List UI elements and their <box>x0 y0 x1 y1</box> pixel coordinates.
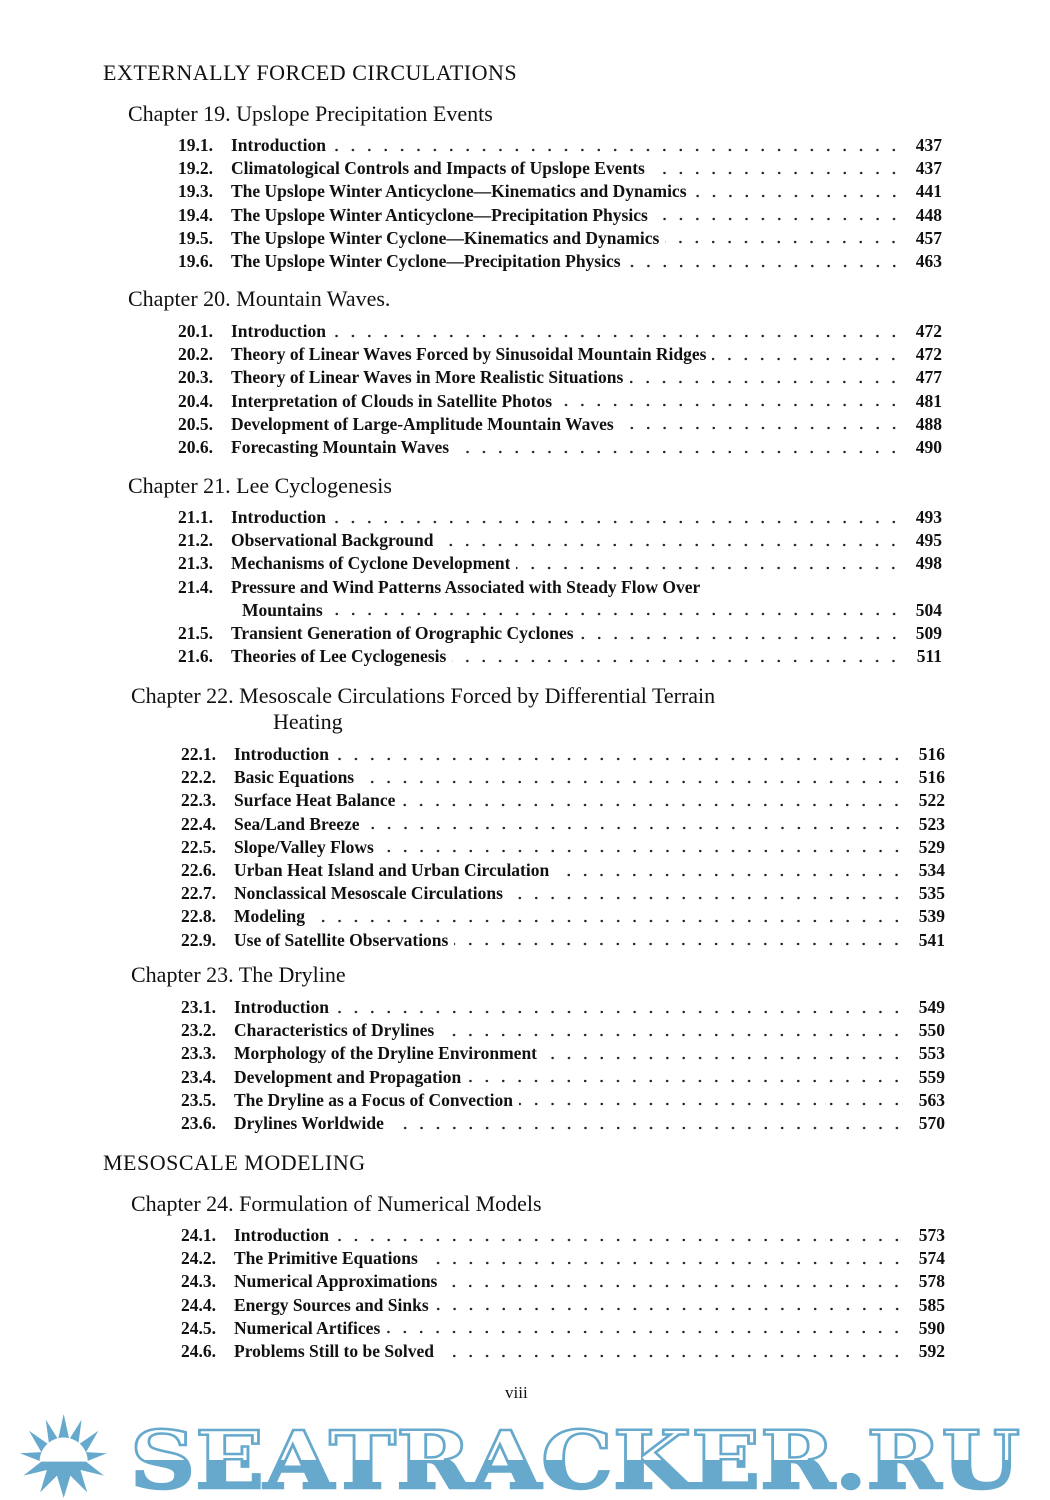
dot-leader <box>519 1102 905 1106</box>
toc-entry[interactable] <box>181 1019 945 1042</box>
section-number: 21.5. <box>178 622 213 643</box>
section-number: 23.5. <box>181 1089 216 1110</box>
toc-entry[interactable] <box>178 436 942 459</box>
section-title: Use of Satellite Observations <box>234 929 449 950</box>
section-number: 20.4. <box>178 390 213 411</box>
section-number: 24.6. <box>181 1340 216 1361</box>
section-title: Introduction <box>231 321 326 341</box>
section-number: 24.5. <box>181 1317 216 1338</box>
section-title: Theory of Linear Waves in More Realistic Situations <box>231 367 624 388</box>
chapter-heading <box>131 1191 542 1217</box>
page-ref: 441 <box>915 181 942 202</box>
section-title: Nonclassical Mesoscale Circulations <box>234 883 503 904</box>
page-ref: 511 <box>916 646 942 667</box>
toc-entry[interactable] <box>178 134 942 157</box>
section-title: Transient Generation of Orographic Cyclones <box>231 622 574 643</box>
page-ref: 574 <box>918 1248 945 1269</box>
section-number: 23.4. <box>181 1066 216 1087</box>
chapter-heading <box>131 683 715 735</box>
page-ref: 523 <box>918 813 945 834</box>
toc-entry[interactable] <box>181 882 945 905</box>
section-title: Morphology of the Dryline Environment <box>234 1043 538 1064</box>
page-ref: 535 <box>918 883 945 904</box>
page-ref: 516 <box>918 767 945 788</box>
dot-leader <box>629 380 902 384</box>
toc-entry[interactable] <box>181 1294 945 1317</box>
dot-leader <box>627 264 902 268</box>
section-title: Modeling <box>234 906 305 927</box>
chapter-title: Mesoscale Circulations Forced by Differential Terrain <box>239 683 716 708</box>
page-ref: 437 <box>915 158 942 179</box>
section-number: 19.5. <box>178 227 213 248</box>
page-number: viii <box>505 1383 528 1402</box>
page-ref: 509 <box>915 622 942 643</box>
section-number: 21.1. <box>178 507 213 527</box>
dot-leader <box>543 1056 905 1060</box>
toc-entry[interactable] <box>178 366 942 389</box>
page-ref: 539 <box>918 906 945 927</box>
section-number: 22.8. <box>181 906 216 927</box>
section-title: Development of Large-Amplitude Mountain Waves <box>231 413 614 434</box>
dot-leader <box>335 1010 905 1014</box>
toc-entry[interactable] <box>178 204 942 227</box>
dot-leader <box>360 780 905 784</box>
section-title: Basic Equations <box>234 767 355 788</box>
page-ref: 585 <box>918 1294 945 1315</box>
section-title: Mechanisms of Cyclone Development <box>231 553 511 574</box>
chapter-title: Upslope Precipitation Events <box>236 101 493 126</box>
dot-leader <box>390 1126 905 1130</box>
section-title: Climatological Controls and Impacts of Upslope Events <box>231 158 645 179</box>
section-number: 20.2. <box>178 344 213 365</box>
section-number: 24.1. <box>181 1225 216 1245</box>
toc-entry[interactable] <box>181 1224 945 1247</box>
section-title: Problems Still to be Solved <box>234 1340 434 1361</box>
chapter-label: Chapter 21. <box>128 473 231 498</box>
sun-icon <box>20 1414 107 1498</box>
chapter-label: Chapter 22. <box>131 683 234 708</box>
page-ref: 553 <box>918 1043 945 1064</box>
toc-entry[interactable] <box>181 1112 945 1135</box>
page-ref: 457 <box>915 227 942 248</box>
toc-entry[interactable] <box>181 1247 945 1270</box>
dot-leader <box>651 171 902 175</box>
section-title: Slope/Valley Flows <box>234 836 374 857</box>
toc-entry[interactable] <box>181 1042 945 1065</box>
page-ref: 477 <box>915 367 942 388</box>
section-number: 19.6. <box>178 250 213 271</box>
toc-entry[interactable] <box>178 552 942 575</box>
toc-entry[interactable] <box>178 320 942 343</box>
page-ref: 481 <box>915 390 942 411</box>
section-number: 23.1. <box>181 997 216 1017</box>
dot-leader <box>454 942 905 946</box>
dot-leader <box>435 1307 905 1311</box>
chapter-title-continued: Heating <box>273 709 343 734</box>
section-number: 20.6. <box>178 436 213 457</box>
section-title: Characteristics of Drylines <box>234 1020 435 1041</box>
section-number: 22.9. <box>181 929 216 950</box>
section-title: Theory of Linear Waves Forced by Sinusoidal Mountain Ridges <box>231 344 707 365</box>
section-title: Pressure and Wind Patterns Associated with Steady Flow Over <box>231 576 701 597</box>
section-title: Drylines Worldwide <box>234 1112 384 1133</box>
page-ref: 498 <box>915 553 942 574</box>
section-number: 22.3. <box>181 790 216 811</box>
page-ref: 490 <box>915 436 942 457</box>
section-number: 22.2. <box>181 767 216 788</box>
section-title: Sea/Land Breeze <box>234 813 360 834</box>
dot-leader <box>440 1033 905 1037</box>
toc-entry[interactable] <box>181 1340 945 1363</box>
page-ref: 437 <box>915 135 942 155</box>
dot-leader <box>335 1238 905 1242</box>
section-number: 22.7. <box>181 883 216 904</box>
section-list <box>178 506 942 668</box>
toc-entry[interactable] <box>178 413 942 436</box>
dot-leader <box>558 403 902 407</box>
section-number: 19.2. <box>178 158 213 179</box>
dot-leader <box>332 334 902 338</box>
toc-entry[interactable] <box>178 529 942 552</box>
section-list <box>181 996 945 1135</box>
page-ref: 516 <box>918 744 945 764</box>
dot-leader <box>509 896 905 900</box>
dot-leader <box>455 450 902 454</box>
section-title: Forecasting Mountain Waves <box>231 436 450 457</box>
toc-entry[interactable] <box>178 227 942 250</box>
chapter-label: Chapter 19. <box>128 101 231 126</box>
section-number: 21.3. <box>178 553 213 574</box>
toc-entry[interactable] <box>178 343 942 366</box>
section-number: 22.1. <box>181 744 216 764</box>
section-title: Introduction <box>234 1225 329 1245</box>
section-number: 22.5. <box>181 836 216 857</box>
dot-leader <box>452 659 902 663</box>
page-ref: 550 <box>918 1020 945 1041</box>
chapter-title: Mountain Waves. <box>236 286 391 311</box>
part-heading: MESOSCALE MODELING <box>103 1150 366 1175</box>
section-number: 19.4. <box>178 204 213 225</box>
section-number: 20.3. <box>178 367 213 388</box>
page-ref: 563 <box>918 1089 945 1110</box>
watermark-text: SEATRACKER.RU <box>130 1413 1020 1500</box>
toc-entry[interactable] <box>181 859 945 882</box>
dot-leader <box>380 849 905 853</box>
page-ref: 493 <box>915 507 942 527</box>
section-title: Introduction <box>234 744 329 764</box>
section-number: 24.4. <box>181 1294 216 1315</box>
section-title: Numerical Artifices <box>234 1317 381 1338</box>
dot-leader <box>693 194 902 198</box>
dot-leader <box>332 148 902 152</box>
page-ref: 573 <box>918 1225 945 1245</box>
toc-entry[interactable] <box>178 180 942 203</box>
page-ref: 592 <box>918 1340 945 1361</box>
section-number: 21.6. <box>178 646 213 667</box>
page-ref: 549 <box>918 997 945 1017</box>
dot-leader <box>424 1261 905 1265</box>
dot-leader <box>665 240 902 244</box>
page-ref: 472 <box>915 344 942 365</box>
page-ref: 504 <box>915 599 942 620</box>
toc-entry[interactable] <box>178 645 942 668</box>
toc-entry[interactable] <box>181 1089 945 1112</box>
toc-entry[interactable] <box>178 250 942 273</box>
section-title: Development and Propagation <box>234 1066 462 1087</box>
page-ref: 541 <box>918 929 945 950</box>
toc-entry[interactable] <box>178 576 942 599</box>
section-title: Introduction <box>231 135 326 155</box>
chapter-heading <box>128 101 493 127</box>
watermark-logo <box>0 1412 1050 1500</box>
chapter-label: Chapter 24. <box>131 1191 234 1216</box>
chapter-title: Lee Cyclogenesis <box>236 473 392 498</box>
toc-entry[interactable] <box>181 836 945 859</box>
dot-leader <box>311 919 905 923</box>
toc-entry[interactable] <box>181 1066 945 1089</box>
dot-leader <box>467 1079 905 1083</box>
section-title: Theories of Lee Cyclogenesis <box>231 646 447 667</box>
section-number: 22.6. <box>181 859 216 880</box>
section-number: 21.4. <box>178 576 213 597</box>
toc-entry[interactable] <box>181 789 945 812</box>
section-number: 24.3. <box>181 1271 216 1292</box>
dot-leader <box>620 426 902 430</box>
dot-leader <box>329 612 902 616</box>
dot-leader <box>712 357 902 361</box>
page-ref: 559 <box>918 1066 945 1087</box>
section-title: The Dryline as a Focus of Convection <box>234 1089 514 1110</box>
section-number: 23.2. <box>181 1020 216 1041</box>
dot-leader <box>555 873 905 877</box>
section-title: Numerical Approximations <box>234 1271 438 1292</box>
chapter-heading <box>128 286 390 312</box>
section-title: Observational Background <box>231 530 434 551</box>
toc-entry[interactable] <box>178 157 942 180</box>
dot-leader <box>401 803 905 807</box>
section-number: 22.4. <box>181 813 216 834</box>
section-title: The Upslope Winter Anticyclone—Kinematics and Dynamics <box>231 181 687 202</box>
section-title: Interpretation of Clouds in Satellite Photos <box>231 390 552 411</box>
chapter-label: Chapter 23. <box>131 962 234 987</box>
page-ref: 570 <box>918 1112 945 1133</box>
dot-leader <box>516 566 902 570</box>
toc-entry[interactable] <box>178 622 942 645</box>
part-heading: EXTERNALLY FORCED CIRCULATIONS <box>103 60 518 85</box>
chapter-title: Formulation of Numerical Models <box>239 1191 542 1216</box>
dot-leader <box>439 543 902 547</box>
section-title: The Primitive Equations <box>234 1248 418 1269</box>
section-list <box>178 134 942 273</box>
toc-entry[interactable] <box>181 743 945 766</box>
toc-entry[interactable] <box>178 506 942 529</box>
page-ref: 590 <box>918 1317 945 1338</box>
dot-leader <box>443 1284 905 1288</box>
dot-leader <box>654 217 902 221</box>
section-number: 23.6. <box>181 1112 216 1133</box>
toc-entry[interactable] <box>181 766 945 789</box>
page-ref: 529 <box>918 836 945 857</box>
toc-entry[interactable] <box>181 1317 945 1340</box>
page-ref: 522 <box>918 790 945 811</box>
section-number: 19.3. <box>178 181 213 202</box>
page-ref: 463 <box>915 250 942 271</box>
chapter-title: The Dryline <box>238 962 346 987</box>
toc-entry[interactable] <box>181 813 945 836</box>
section-list <box>178 320 942 459</box>
toc-entry-continued[interactable] <box>178 599 942 622</box>
section-title: The Upslope Winter Cyclone—Precipitation Physics <box>231 250 621 271</box>
section-title: Introduction <box>234 997 329 1017</box>
dot-leader <box>440 1354 905 1358</box>
section-number: 21.2. <box>178 530 213 551</box>
page-ref: 488 <box>915 413 942 434</box>
toc-entry[interactable] <box>181 929 945 952</box>
dot-leader <box>335 757 905 761</box>
section-list <box>181 743 945 952</box>
page-ref: 578 <box>918 1271 945 1292</box>
section-title: Introduction <box>231 507 326 527</box>
section-title: Urban Heat Island and Urban Circulation <box>234 859 550 880</box>
chapter-label: Chapter 20. <box>128 286 231 311</box>
section-number: 20.1. <box>178 321 213 341</box>
section-number: 19.1. <box>178 135 213 155</box>
section-number: 24.2. <box>181 1248 216 1269</box>
section-title: The Upslope Winter Cyclone—Kinematics and Dynamics <box>231 227 660 248</box>
section-list <box>181 1224 945 1363</box>
dot-leader <box>580 636 902 640</box>
section-title: The Upslope Winter Anticyclone—Precipitation Physics <box>231 204 648 225</box>
chapter-heading <box>131 962 346 988</box>
toc-entry[interactable] <box>178 390 942 413</box>
toc-entry[interactable] <box>181 996 945 1019</box>
toc-entry[interactable] <box>181 905 945 928</box>
toc-entry[interactable] <box>181 1270 945 1293</box>
page-ref: 534 <box>918 859 945 880</box>
dot-leader <box>332 520 902 524</box>
section-title: Energy Sources and Sinks <box>234 1294 429 1315</box>
dot-leader <box>386 1330 905 1334</box>
chapter-heading <box>128 473 392 499</box>
page-ref: 448 <box>915 204 942 225</box>
section-number: 23.3. <box>181 1043 216 1064</box>
dot-leader <box>366 826 905 830</box>
page-ref: 472 <box>915 321 942 341</box>
section-title: Surface Heat Balance <box>234 790 396 811</box>
page-ref: 495 <box>915 530 942 551</box>
section-number: 20.5. <box>178 413 213 434</box>
section-title-continued: Mountains <box>242 599 323 620</box>
